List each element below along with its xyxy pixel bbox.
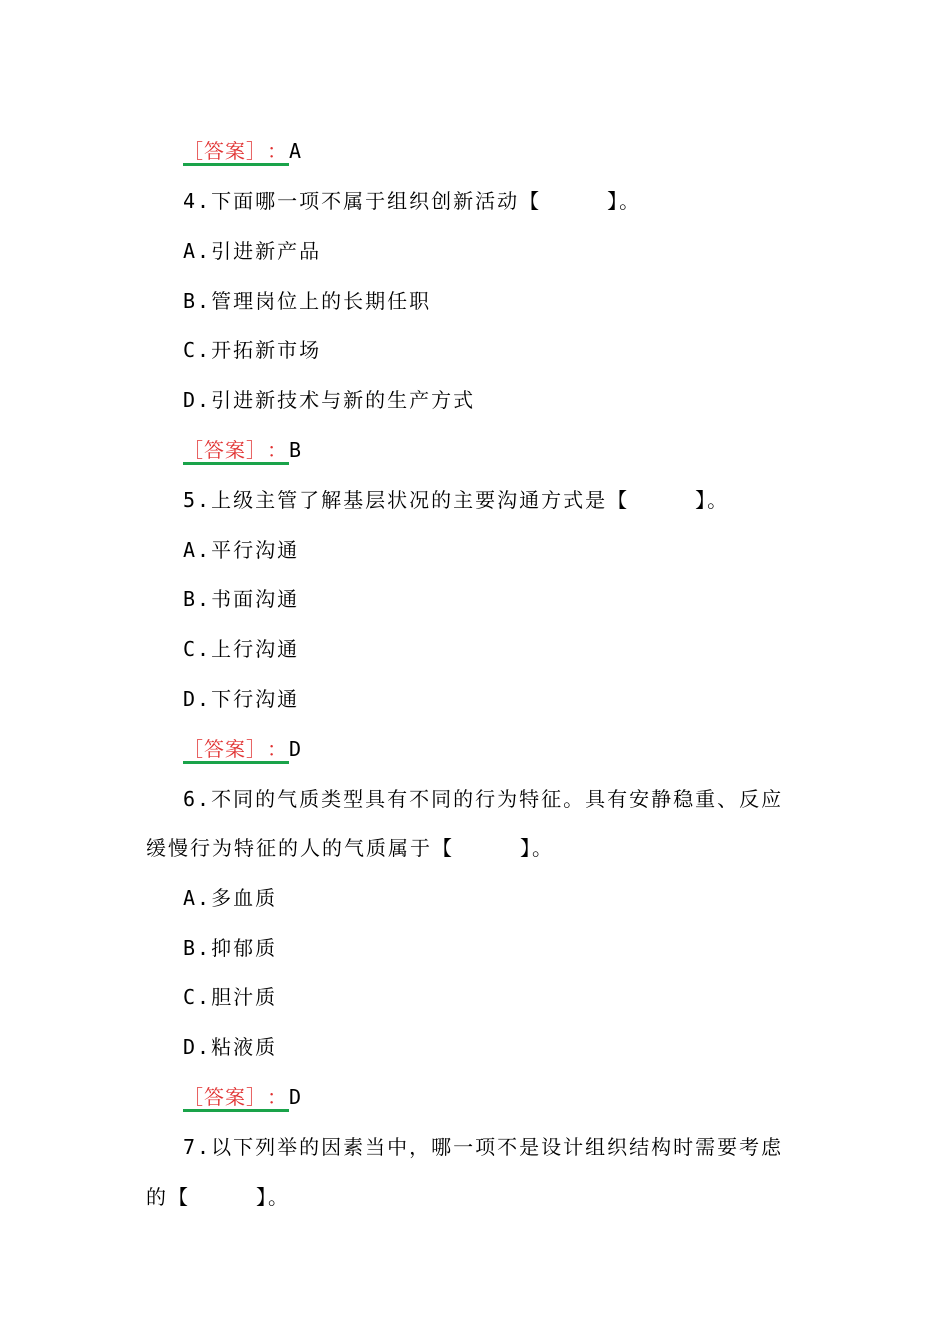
- answer-row: [183, 137, 301, 166]
- answer-label: ［答案］: [183, 738, 267, 764]
- answer-label: ［答案］: [183, 1086, 267, 1112]
- answer-value: D: [289, 1085, 302, 1109]
- option-b: B.抑郁质: [183, 936, 278, 960]
- question-stem: 4.下面哪一项不属于组织创新活动【 】。: [183, 189, 642, 213]
- question-stem-line1: 6.不同的气质类型具有不同的行为特征。具有安静稳重、反应: [183, 787, 784, 811]
- option-c: C.上行沟通: [183, 637, 300, 661]
- answer-row: [183, 1083, 301, 1112]
- option-c: C.开拓新市场: [183, 338, 322, 362]
- answer-colon: ：: [267, 1086, 289, 1112]
- option-d: D.下行沟通: [183, 687, 300, 711]
- answer-value: A: [289, 139, 302, 163]
- answer-value: D: [289, 737, 302, 761]
- option-b: B.管理岗位上的长期任职: [183, 289, 432, 313]
- option-d: D.引进新技术与新的生产方式: [183, 388, 476, 412]
- answer-value: B: [289, 438, 302, 462]
- answer-colon: ：: [267, 140, 289, 166]
- option-a: A.引进新产品: [183, 239, 322, 263]
- answer-label: ［答案］: [183, 140, 267, 166]
- option-a: A.平行沟通: [183, 538, 300, 562]
- question-stem-line1: 7.以下列举的因素当中，哪一项不是设计组织结构时需要考虑: [183, 1135, 784, 1159]
- option-d: D.粘液质: [183, 1035, 278, 1059]
- option-a: A.多血质: [183, 886, 278, 910]
- answer-row: [183, 735, 301, 764]
- question-stem-line2: 缓慢行为特征的人的气质属于【 】。: [146, 836, 554, 860]
- answer-colon: ：: [267, 439, 289, 465]
- option-c: C.胆汁质: [183, 985, 278, 1009]
- answer-label: ［答案］: [183, 439, 267, 465]
- answer-colon: ：: [267, 738, 289, 764]
- answer-row: [183, 436, 301, 465]
- question-stem-line2: 的【 】。: [146, 1185, 290, 1209]
- option-b: B.书面沟通: [183, 587, 300, 611]
- question-stem: 5.上级主管了解基层状况的主要沟通方式是【 】。: [183, 488, 730, 512]
